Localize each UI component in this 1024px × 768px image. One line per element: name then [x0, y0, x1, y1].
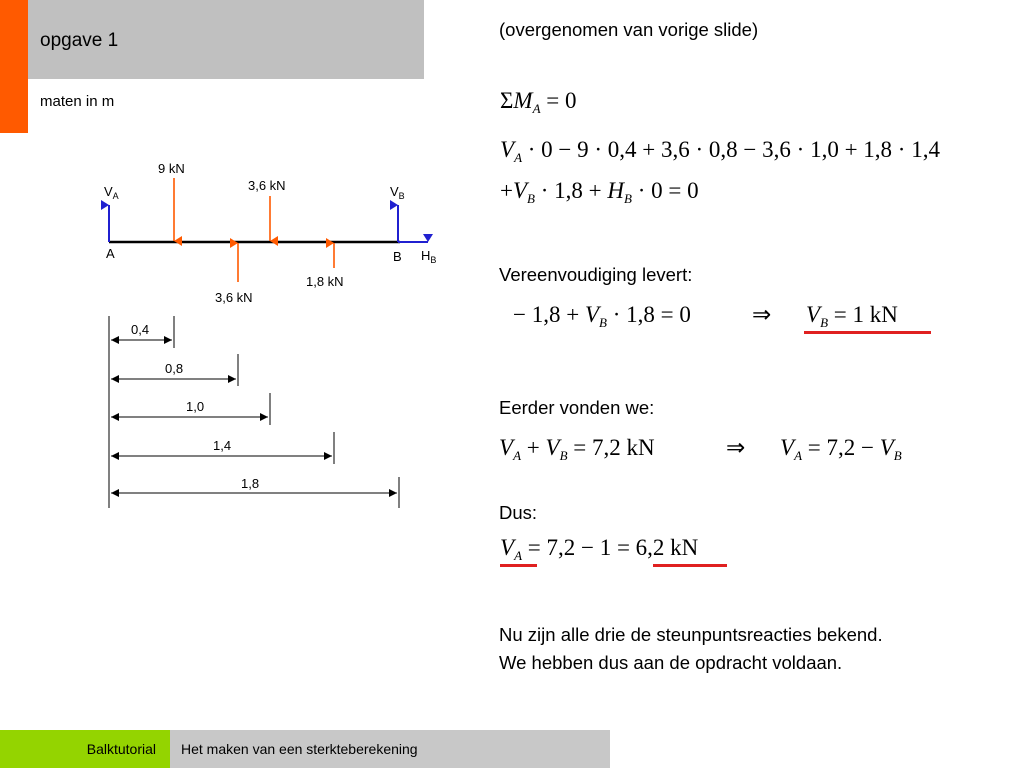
equation-moment-expanded-1: $V_A \cdot 0 - 9 \cdot 0,4 + 3,6 \cdot 0,8 - 3,6 \cdot 1,0 + 1,8 \cdot 1,4$	[500, 137, 940, 165]
conclusion-line-1: Nu zijn alle drie de steunpuntsreacties bekend.	[499, 624, 883, 645]
beam-diagram	[0, 0, 470, 520]
units-note: maten in m	[40, 93, 115, 110]
implies-arrow: ⇒	[752, 302, 772, 327]
thus-label: Dus:	[499, 502, 538, 523]
load-label: 9 kN	[158, 161, 185, 176]
equation-vb-result: $V_B = 1$ kN	[806, 302, 898, 330]
equation-moment-expanded-2: $+V_B \cdot 1,8 + H_B \cdot 0 = 0$	[500, 178, 699, 206]
vb-label: $V_B$	[390, 184, 405, 201]
footer-tutorial-tab[interactable]	[0, 730, 170, 768]
dimension-label: 0,4	[131, 322, 150, 337]
simplify-label: Vereenvoudiging levert:	[499, 264, 693, 285]
slide-title: opgave 1	[40, 30, 119, 51]
load-label: 1,8 kN	[306, 274, 344, 289]
support-a-label: A	[106, 246, 115, 261]
highlight-underline-result	[653, 564, 727, 567]
equation-va-result: $V_A = 7,2 - 1 = 6,2$ kN	[500, 535, 699, 563]
dimension-label: 1,4	[213, 438, 232, 453]
load-label: 3,6 kN	[248, 178, 286, 193]
equation-moment-sum: $\Sigma M_A = 0$	[500, 88, 577, 116]
footer-tutorial-label: Balktutorial	[86, 741, 156, 757]
equation-simplified: − $1,8 + V_B \cdot 1,8 = 0$	[513, 302, 691, 330]
dimension-label: 1,8	[241, 476, 260, 491]
implies-arrow: ⇒	[726, 435, 746, 460]
highlight-underline-va	[500, 564, 537, 567]
equation-vertical-sum: $V_A + V_B = 7,2$ kN	[499, 435, 655, 463]
equation-va-expression: $V_A = 7,2 - V_B$	[780, 435, 902, 463]
dimension-label: 0,8	[165, 361, 184, 376]
footer-subtitle-label: Het maken van een sterkteberekening	[181, 741, 418, 757]
va-label: $V_A$	[104, 184, 119, 201]
highlight-underline-vb	[804, 331, 931, 334]
hb-label: $H_B$	[421, 248, 437, 265]
earlier-label: Eerder vonden we:	[499, 397, 655, 418]
conclusion-line-2: We hebben dus aan de opdracht voldaan.	[499, 652, 843, 673]
footer-subtitle-bar	[170, 730, 610, 768]
dimension-label: 1,0	[186, 399, 205, 414]
note-text: (overgenomen van vorige slide)	[499, 19, 759, 40]
support-b-label: B	[393, 249, 402, 264]
load-label: 3,6 kN	[215, 290, 253, 305]
